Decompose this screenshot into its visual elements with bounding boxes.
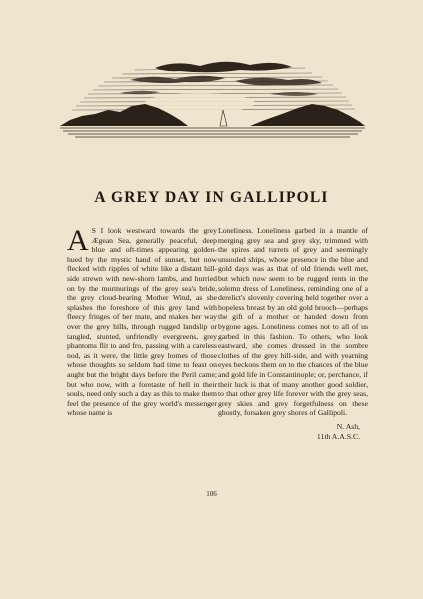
clouds	[120, 62, 322, 96]
author-unit: 11th A.A.S.C.	[316, 431, 360, 441]
sail-boat	[220, 110, 227, 126]
article-column-right	[218, 226, 368, 442]
article-title: A GREY DAY IN GALLIPOLI	[94, 189, 329, 206]
drop-cap: A	[67, 224, 89, 257]
right-hills	[250, 104, 365, 126]
left-column-text: S I look westward towards the grey Ægean Sea, generally peaceful, deep blue and oft-times appearing golden-hued by the mystic hand of sunset, but now flecked with ripples of white like a distant hill-side strewn with new-shorn lambs, and hurried on by the murmurings of the grey sea's bride, the grey cloud-bearing Mother Wind, as she splashes the foreshore of this grey land with fleecy fringes of her mate, and makes her way over the grey hills, through rugged landslip or tangled, stunted, unfriendly evergreens, grey phantoms flit to and fro, passing with a careless nod, as it were, the little grey homes of those whose thoughts so seldom had time to feast on aught but the bright days before the Peril came; but who now, with a foretaste of hell in their souls, need only such a day as this to make them feel the presence of the grey world's messenger whose name is	[67, 226, 217, 418]
header-illustration	[60, 48, 365, 143]
sea-hatching	[60, 128, 365, 137]
artist-initials: G.T.M.R.	[318, 122, 341, 128]
right-column-text: Loneliness. Loneliness garbed in a mantle of merging grey sea and grey sky, trimmed with the spires and turrets of grey and seemingly unsouled ships, whose presence in the blue and gold days was as that of old friends well met, but which now seem to be rugged rents in the solemn dress of Loneliness, reminding one of a derelict's slovenly covering held together over a hopeless breast by an old gold brooch—perhaps the gift of a mother or handed down from bygone ages. Loneliness comes not to all of us garbed in this fashion. To others, who look eastward, she comes dressed in the sombre clothes of the grey hill-side, and with yearning eyes beckons them on to the chances of the blue and gold life in Constantinople; or, perchance, if their luck is that of many another good soldier, to that other grey life forever with the grey seas, grey skies and grey forgetfulness on these ghostly, forsaken grey shores of Gallipoli.	[218, 226, 368, 418]
page-number: 106	[206, 490, 217, 498]
article-column-left	[67, 226, 217, 418]
author-name: N. Ash,	[336, 421, 360, 431]
